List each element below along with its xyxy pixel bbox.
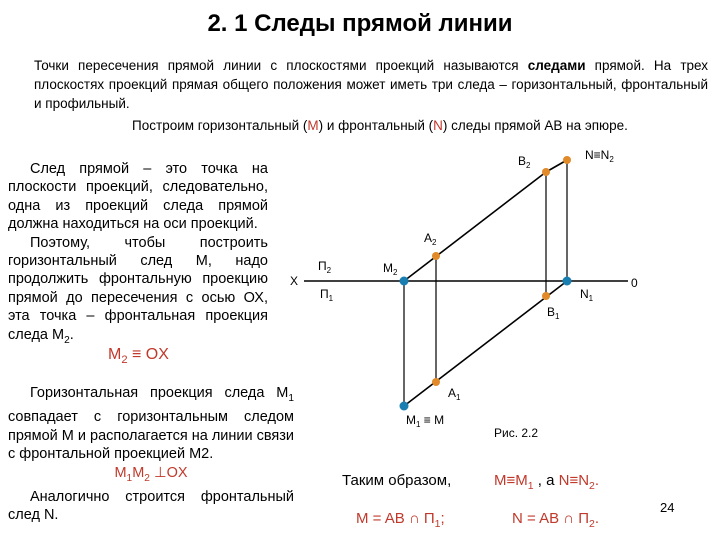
point-b2: [542, 168, 550, 176]
label-n-top: $N\equiv N_2$: [585, 148, 614, 164]
label-a1: $A_1$: [448, 386, 461, 402]
left1-p2-text: Поэтому, чтобы построить горизонтальный след М, надо продолжить фронтальную проекцию прямой до пересечения с осью ОХ, эта точка – фронтальная проекция следа М: [8, 234, 268, 343]
eq2-a-sub: 1: [434, 518, 441, 530]
build-text-3: ) следы прямой АВ на эпюре.: [442, 118, 628, 133]
build-text-2: ) и фронтальный (: [318, 118, 434, 133]
eq3-a: N = AB ∩ П: [512, 510, 590, 527]
intro-text-1: Точки пересечения прямой линии с плоскостями проекций называются: [34, 58, 528, 73]
eq1-end: .: [594, 472, 600, 489]
build-m: М: [307, 118, 319, 133]
eq1-b: N≡N: [558, 472, 590, 489]
point-n2: [563, 156, 571, 164]
point-a1: [432, 378, 440, 386]
point-a2: [432, 252, 440, 260]
label-pi2: $П_2$: [318, 259, 332, 275]
label-x: X: [290, 274, 299, 288]
formula-a-sub: 1: [126, 472, 133, 484]
eq2-end: ;: [440, 510, 445, 527]
intro-bold-term: следами: [527, 58, 586, 73]
conclusion-lead: Таким образом,: [342, 472, 452, 489]
left2-p1a: Горизонтальная проекция следа М: [30, 385, 289, 401]
point-m2: [400, 277, 409, 286]
point-n1: [563, 277, 572, 286]
conclusion-eq2: [356, 510, 445, 530]
formula-a: М: [114, 464, 127, 481]
eq1-a-sub: 1: [527, 480, 534, 492]
eq1-sep: , а: [533, 472, 559, 489]
formula-c: ⊥OX: [149, 464, 188, 481]
overlay-m: M: [108, 346, 122, 363]
horizontal-projection-line: [404, 281, 567, 406]
left1-paragraph-1: След прямой – это точка на плоскости проекций, следовательно, одна из проекций следа прямой должна находиться на оси проекций.: [8, 161, 268, 233]
build-text-1: Построим горизонтальный (: [132, 118, 308, 133]
label-m2: $M_2$: [383, 261, 398, 277]
label-zero: 0: [631, 276, 638, 290]
point-b1: [542, 292, 550, 300]
figure-caption: Рис. 2.2: [494, 426, 539, 440]
conclusion-eq3: [512, 510, 599, 530]
overlay-rest: ≡ OX: [127, 346, 169, 363]
eq3-end: .: [594, 510, 600, 527]
label-b2: $B_2$: [518, 154, 531, 170]
left2-p1sub: 1: [288, 392, 294, 404]
intro-text-2: прямой. На трех плоскостях проекций прямая общего положения может иметь три следа – горизонтальный, фронтальный и профильный.: [34, 58, 708, 111]
conclusion-eq1: [494, 472, 599, 492]
build-n: N: [433, 118, 443, 133]
left2-p1b: совпадает с горизонтальным следом прямой М и располагается на линии связи с фронтальной проекцией М2.: [8, 409, 295, 463]
label-a2: $A_2$: [424, 231, 437, 247]
formula-b-sub: 2: [144, 472, 150, 484]
formula-b: М: [132, 464, 145, 481]
eq2-a: M = AB ∩ П: [356, 510, 435, 527]
eq3-a-sub: 2: [589, 518, 595, 530]
eq1-a: M≡M: [494, 472, 528, 489]
eq1-b-sub: 2: [589, 480, 595, 492]
label-m1: $M_1 \equiv M$: [406, 413, 445, 429]
label-b1: $B_1$: [547, 305, 560, 321]
point-m1: [400, 402, 409, 411]
label-pi1: $П_1$: [320, 287, 334, 303]
overlay-sub: 2: [121, 354, 128, 367]
frontal-projection-line: [404, 172, 546, 281]
left2-paragraph-2: Аналогично строится фронтальный след N.: [8, 488, 294, 524]
left1-p2-sub: 2: [64, 334, 70, 346]
slide-title: 2. 1 Следы прямой линии: [207, 10, 513, 37]
page-number: 24: [660, 500, 675, 515]
left1-p2-end: .: [69, 326, 74, 343]
label-n1: $N_1$: [580, 287, 594, 303]
